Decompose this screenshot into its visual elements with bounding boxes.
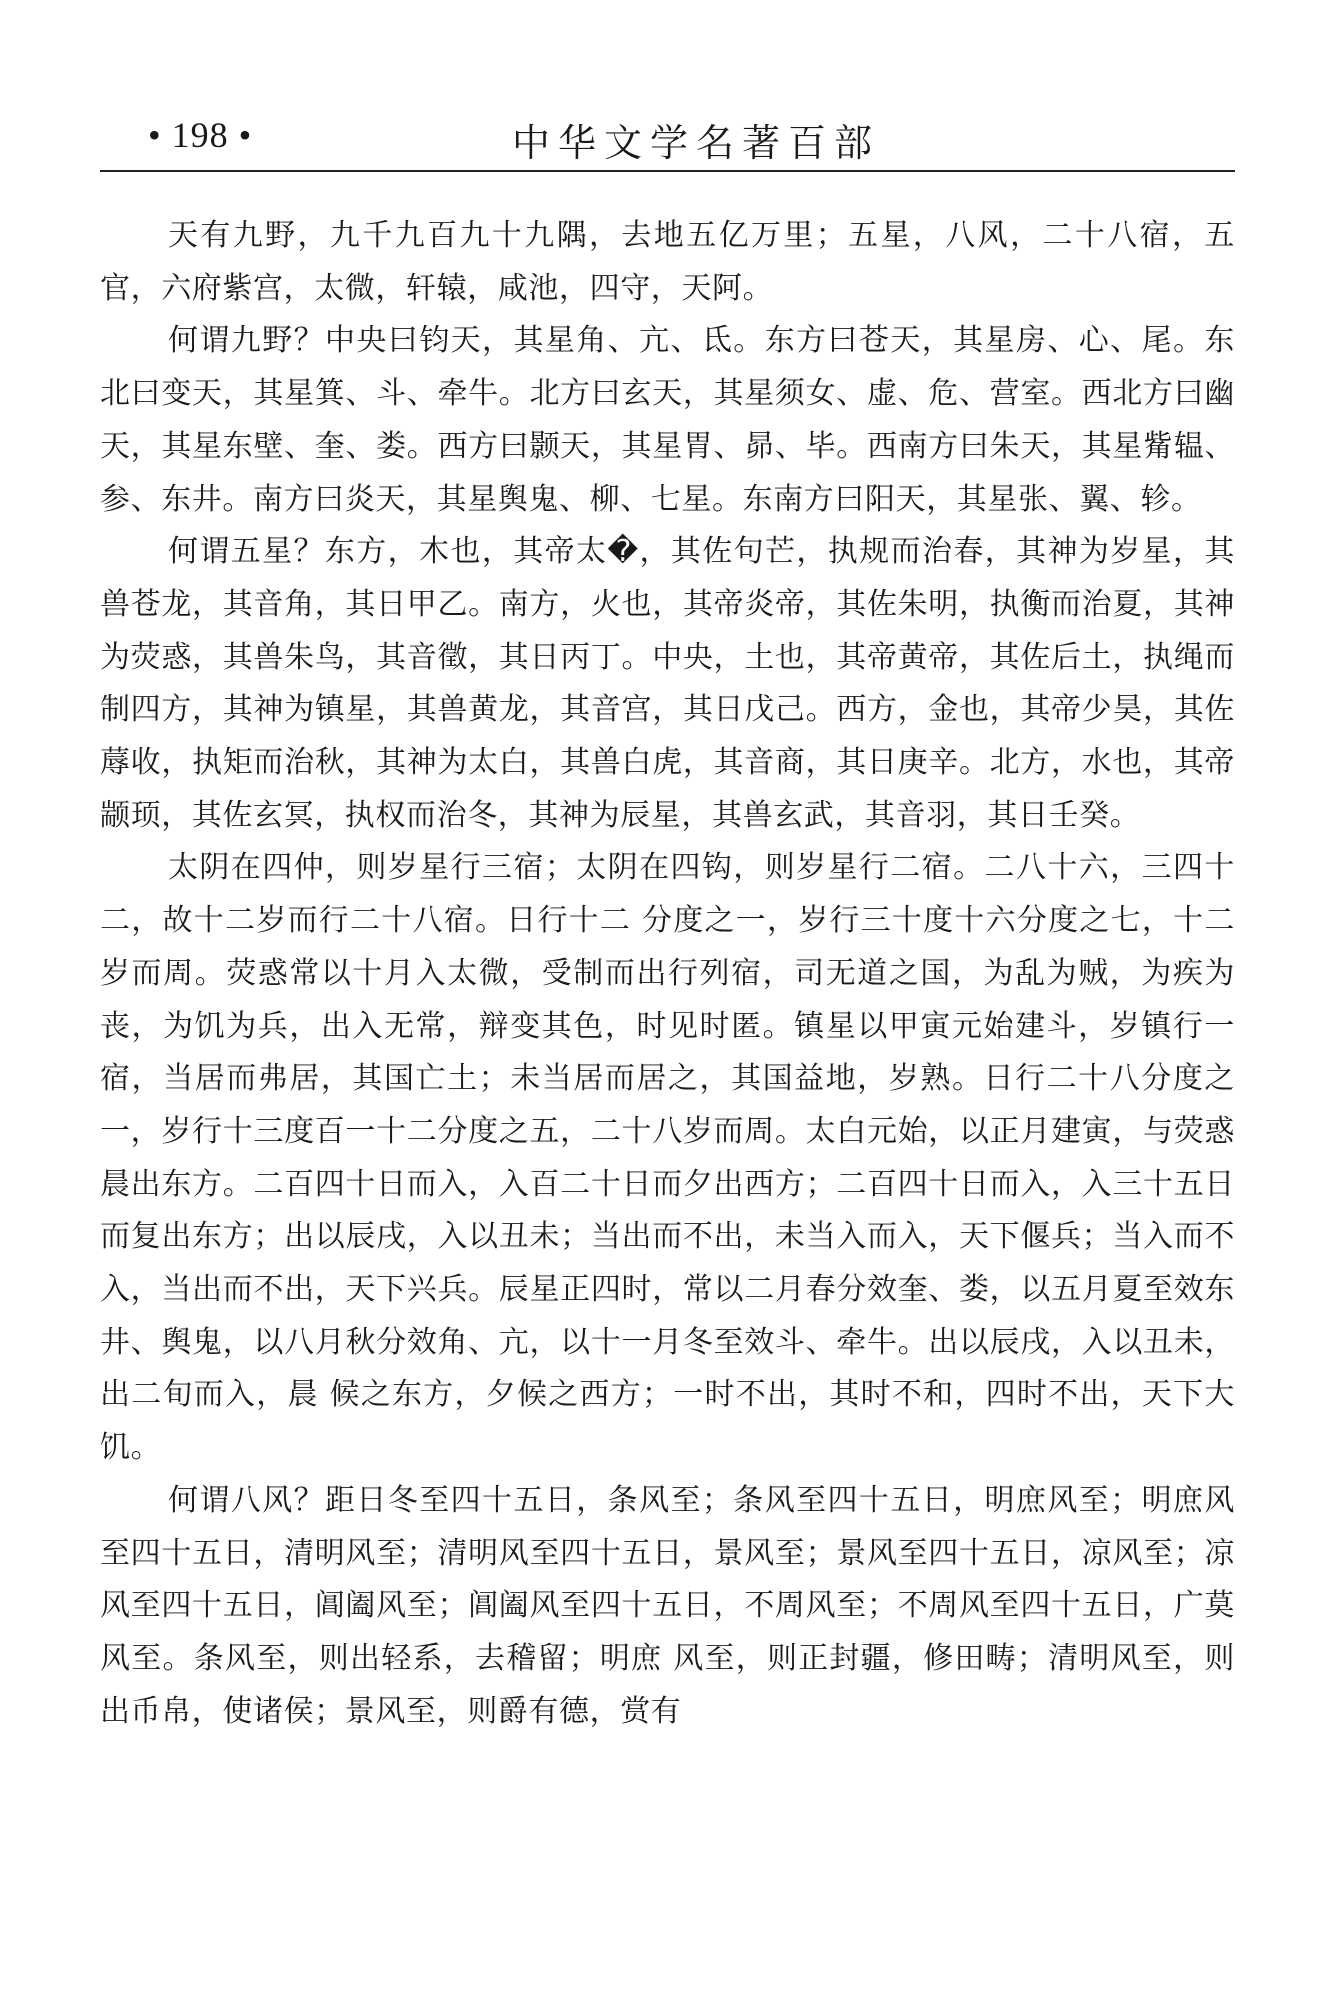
paragraph-nine-fields: 何谓九野？中央曰钧天，其星角、亢、氐。东方曰苍天，其星房、心、尾。东北曰变天，其星箕、斗、牵牛。北方曰玄天，其星须女、虚、危、营室。西北方曰幽天，其星东壁、奎、娄。西方曰颢天，其星胃、昴、毕。西南方曰朱天，其星觜辒、参、东井。南方曰炎天，其星舆鬼、柳、七星。东南方曰阳天，其星张、翼、轸。 bbox=[100, 323, 1235, 517]
header-divider bbox=[100, 170, 1235, 172]
page-header bbox=[100, 108, 1235, 168]
paragraph-five-stars: 何谓五星？东方，木也，其帝太�，其佐句芒，执规而治春，其神为岁星，其兽苍龙，其音角，其日甲乙。南方，火也，其帝炎帝，其佐朱明，执衡而治夏，其神为荧惑，其兽朱鸟，其音徵，其日丙丁。中央，土也，其帝黄帝，其佐后土，执绳而制四方，其神为镇星，其兽黄龙，其音宫，其日戊己。西方，金也，其帝少昊，其佐蓐收，执矩而治秋，其神为太白，其兽白虎，其音商，其日庚辛。北方，水也，其帝颛顼，其佐玄冥，执权而治冬，其神为辰星，其兽玄武，其音羽，其日壬癸。 bbox=[100, 534, 1235, 833]
paragraph-nine-fields-intro: 天有九野，九千九百九十九隅，去地五亿万里；五星，八风，二十八宿，五官，六府紫宫，太微，轩辕，咸池，四守，天阿。 bbox=[100, 218, 1235, 306]
paragraph-planet-motions: 太阴在四仲，则岁星行三宿；太阴在四钩，则岁星行二宿。二八十六，三四十二，故十二岁而行二十八宿。日行十二 分度之一，岁行三十度十六分度之七，十二岁而周。荧惑常以十月入太微，受制而出行列宿，司无道之国，为乱为贼，为疾为丧，为饥为兵，出入无常，辩变其色，时见时匿。镇星以甲寅元始建斗，岁镇行一宿，当居而弗居，其国亡土；未当居而居之，其国益地，岁熟。日行二十八分度之一，岁行十三度百一十二分度之五，二十八岁而周。太白元始，以正月建寅，与荧惑晨出东方。二百四十日而入，入百二十日而夕出西方；二百四十日而入，入三十五日而复出东方；出以辰戌，入以丑未；当出而不出，未当入而入，天下偃兵；当入而不入，当出而不出，天下兴兵。辰星正四时，常以二月春分效奎、娄，以五月夏至效东井、舆鬼，以八月秋分效角、亢，以十一月冬至效斗、牵牛。出以辰戌，入以丑未，出二旬而入，晨 候之东方，夕候之西方；一时不出，其时不和，四时不出，天下大饥。 bbox=[100, 850, 1235, 1466]
body-text bbox=[100, 210, 1235, 1738]
page-number: • 198 • bbox=[148, 115, 253, 155]
paragraph-eight-winds: 何谓八风？距日冬至四十五日，条风至；条风至四十五日，明庶风至；明庶风至四十五日，清明风至；清明风至四十五日，景风至；景风至四十五日，凉风至；凉风至四十五日，阊阖风至；阊阖风至四十五日，不周风至；不周风至四十五日，广莫风至。条风至，则出轻系，去稽留；明庶 风至，则正封疆，修田畴；清明风至，则出币帛，使诸侯；景风至，则爵有德，赏有 bbox=[100, 1482, 1235, 1729]
book-title: 中华文学名著百部 bbox=[512, 121, 881, 165]
